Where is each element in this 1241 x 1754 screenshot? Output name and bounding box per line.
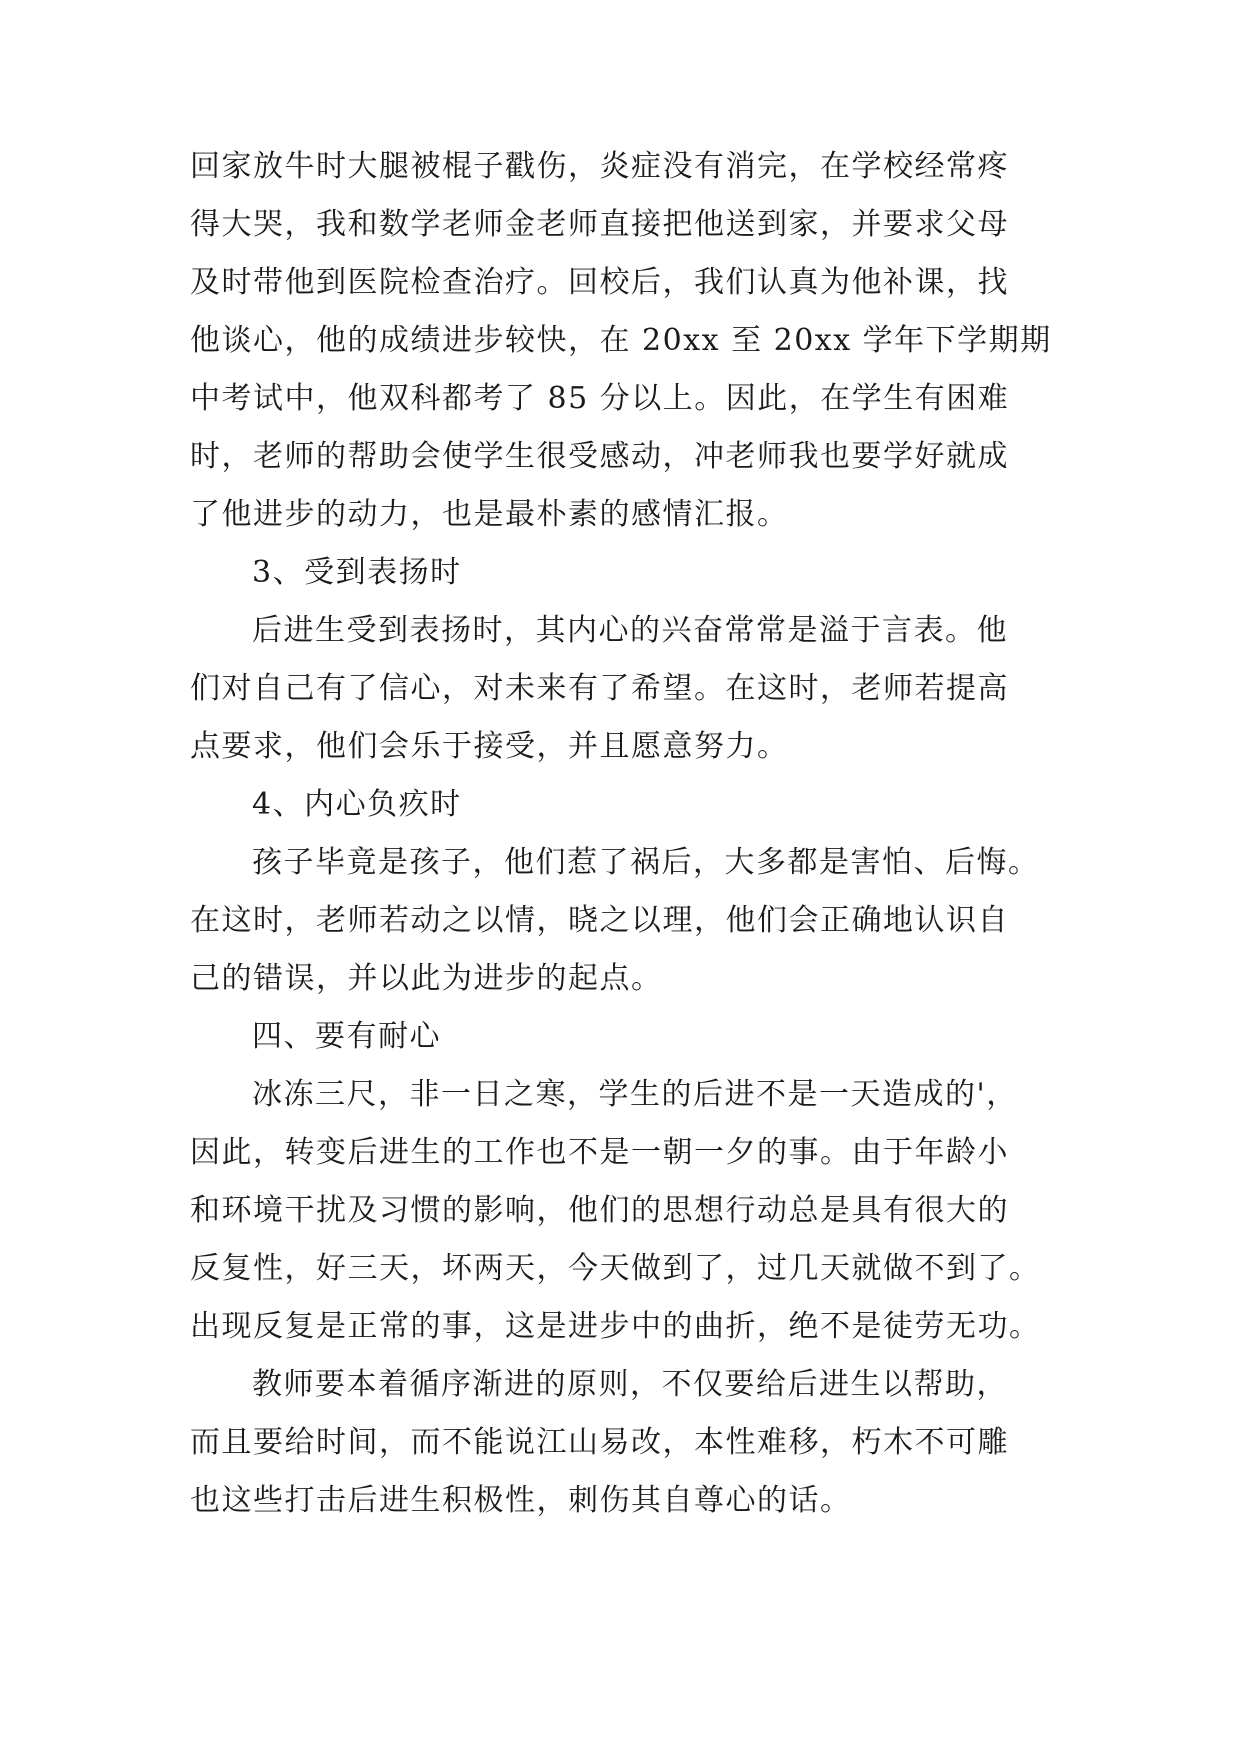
- paragraph-line: 而且要给时间，而不能说江山易改，本性难移，朽木不可雕: [190, 1425, 1009, 1460]
- paragraph-line: 也这些打击后进生积极性，刺伤其自尊心的话。: [190, 1483, 852, 1518]
- paragraph-line: 了他进步的动力，也是最朴素的感情汇报。: [190, 497, 789, 532]
- section-heading: 3、受到表扬时: [252, 555, 462, 590]
- paragraph-line: 在这时，老师若动之以情，晓之以理，他们会正确地认识自: [190, 903, 1009, 938]
- paragraph-line: 出现反复是正常的事，这是进步中的曲折，绝不是徒劳无功。: [190, 1309, 1041, 1344]
- paragraph-line: 和环境干扰及习惯的影响，他们的思想行动总是具有很大的: [190, 1193, 1009, 1228]
- paragraph-line: 时，老师的帮助会使学生很受感动，冲老师我也要学好就成: [190, 439, 1009, 474]
- section-heading: 4、内心负疚时: [252, 787, 462, 822]
- paragraph-line: 得大哭，我和数学老师金老师直接把他送到家，并要求父母: [190, 207, 1009, 242]
- paragraph-line: 们对自己有了信心，对未来有了希望。在这时，老师若提高: [190, 671, 1009, 706]
- paragraph-line: 点要求，他们会乐于接受，并且愿意努力。: [190, 729, 789, 764]
- paragraph-line: 后进生受到表扬时，其内心的兴奋常常是溢于言表。他: [252, 613, 1008, 648]
- paragraph-line: 反复性，好三天，坏两天，今天做到了，过几天就做不到了。: [190, 1251, 1041, 1286]
- paragraph-line: 回家放牛时大腿被棍子戳伤，炎症没有消完，在学校经常疼: [190, 149, 1009, 184]
- paragraph-line: 己的错误，并以此为进步的起点。: [190, 961, 663, 996]
- paragraph-line: 教师要本着循序渐进的原则，不仅要给后进生以帮助，: [252, 1367, 1008, 1402]
- paragraph-line: 他谈心，他的成绩进步较快，在 20xx 至 20xx 学年下学期期: [190, 323, 1052, 358]
- paragraph-line: 冰冻三尺，非一日之寒，学生的后进不是一天造成的'，: [252, 1077, 1018, 1112]
- paragraph-line: 孩子毕竟是孩子，他们惹了祸后，大多都是害怕、后悔。: [252, 845, 1040, 880]
- paragraph-line: 中考试中，他双科都考了 85 分以上。因此，在学生有困难: [190, 381, 1010, 416]
- paragraph-line: 因此，转变后进生的工作也不是一朝一夕的事。由于年龄小: [190, 1135, 1009, 1170]
- paragraph-line: 及时带他到医院检查治疗。回校后，我们认真为他补课，找: [190, 265, 1009, 300]
- section-heading: 四、要有耐心: [252, 1019, 441, 1054]
